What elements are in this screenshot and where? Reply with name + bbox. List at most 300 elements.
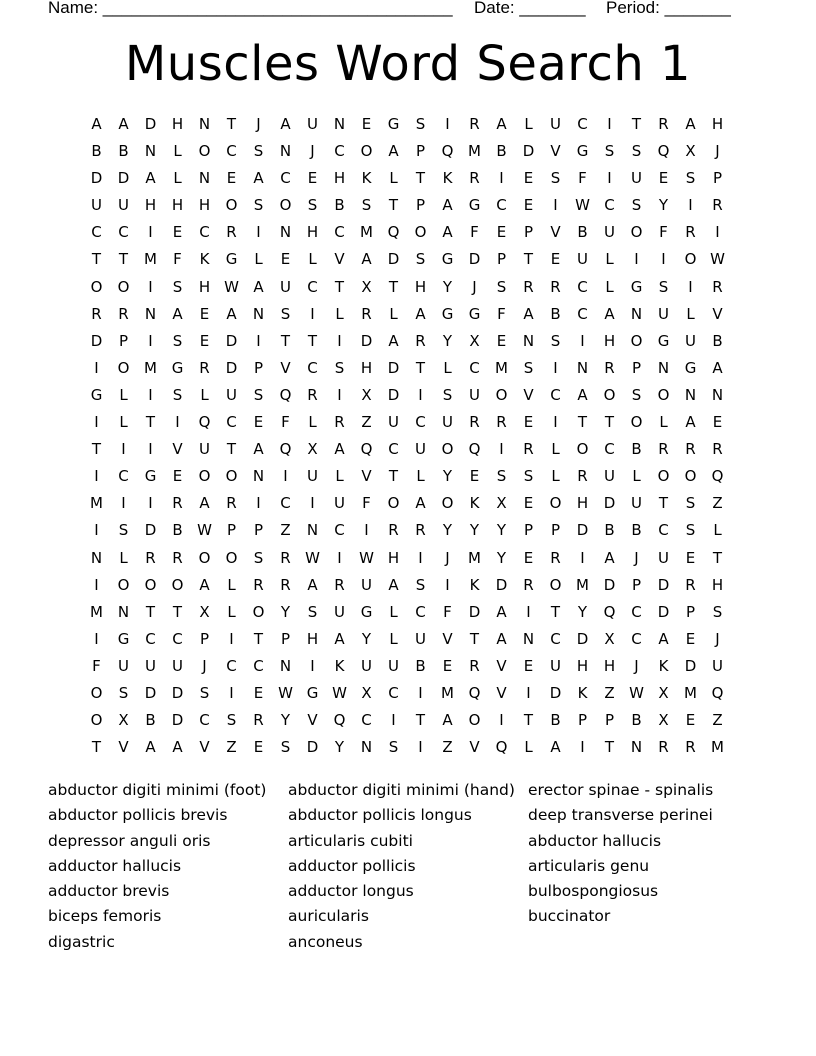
letter-grid — [83, 114, 731, 764]
grid-letter: S — [253, 142, 264, 161]
grid-letter: X — [658, 711, 669, 730]
grid-letter: A — [226, 304, 237, 323]
grid-letter: T — [280, 331, 291, 350]
grid-letter: X — [469, 331, 480, 350]
grid-letter: O — [549, 575, 562, 594]
grid-letter: C — [91, 223, 102, 242]
grid-letter: M — [360, 223, 373, 242]
grid-letter: G — [576, 142, 589, 161]
grid-letter: A — [334, 629, 345, 648]
grid-letter: R — [658, 440, 669, 459]
grid-letter: L — [659, 413, 668, 432]
word-list-item: biceps femoris — [48, 907, 162, 926]
grid-letter: V — [712, 304, 723, 323]
grid-letter: I — [94, 358, 99, 377]
grid-letter: T — [91, 738, 102, 757]
grid-letter: C — [253, 656, 264, 675]
grid-letter: M — [468, 548, 481, 567]
grid-letter: C — [118, 223, 129, 242]
grid-letter: O — [630, 331, 643, 350]
grid-letter: P — [253, 358, 264, 377]
grid-letter: B — [604, 521, 615, 540]
grid-letter: T — [145, 602, 156, 621]
grid-letter: P — [712, 169, 723, 188]
grid-letter: S — [172, 331, 183, 350]
grid-letter: T — [226, 440, 237, 459]
grid-letter: I — [337, 385, 342, 404]
grid-letter: T — [145, 413, 156, 432]
grid-letter: X — [361, 385, 372, 404]
grid-letter: S — [631, 142, 642, 161]
grid-letter: O — [684, 250, 697, 269]
grid-letter: T — [388, 277, 399, 296]
grid-letter: R — [253, 575, 264, 594]
grid-letter: R — [685, 575, 696, 594]
grid-letter: B — [334, 196, 345, 215]
grid-letter: H — [171, 196, 184, 215]
grid-letter: D — [144, 521, 157, 540]
grid-letter: E — [199, 304, 210, 323]
grid-letter: I — [391, 711, 396, 730]
grid-letter: C — [388, 683, 399, 702]
grid-letter: O — [468, 711, 481, 730]
grid-letter: I — [310, 656, 315, 675]
grid-letter: U — [334, 602, 345, 621]
grid-letter: X — [361, 277, 372, 296]
word-list-item: auricularis — [288, 907, 369, 926]
grid-letter: S — [334, 358, 345, 377]
grid-letter: L — [389, 304, 398, 323]
grid-letter: O — [117, 358, 130, 377]
grid-letter: P — [199, 629, 210, 648]
grid-letter: R — [91, 304, 102, 323]
grid-letter: R — [172, 548, 183, 567]
grid-letter: R — [469, 115, 480, 133]
grid-letter: U — [658, 304, 669, 323]
grid-letter: T — [334, 277, 345, 296]
grid-letter: L — [389, 602, 398, 621]
grid-letter: A — [442, 711, 453, 730]
grid-letter: I — [148, 440, 153, 459]
grid-letter: A — [145, 169, 156, 188]
grid-letter: A — [253, 440, 264, 459]
grid-letter: R — [685, 738, 696, 757]
grid-letter: R — [658, 738, 669, 757]
grid-letter: J — [715, 629, 720, 648]
grid-letter: O — [576, 440, 589, 459]
grid-letter: I — [553, 358, 558, 377]
grid-letter: K — [334, 656, 345, 675]
grid-letter: T — [631, 115, 642, 133]
grid-letter: T — [523, 250, 534, 269]
grid-letter: L — [173, 169, 182, 188]
grid-letter: R — [253, 711, 264, 730]
grid-letter: P — [280, 629, 291, 648]
grid-letter: M — [144, 250, 157, 269]
grid-letter: U — [685, 331, 696, 350]
grid-letter: N — [333, 115, 346, 133]
grid-letter: H — [414, 277, 427, 296]
grid-letter: D — [90, 331, 103, 350]
grid-letter: J — [256, 115, 261, 133]
grid-letter: D — [360, 331, 373, 350]
grid-letter: E — [685, 711, 696, 730]
grid-letter: E — [253, 683, 264, 702]
grid-letter: S — [523, 358, 534, 377]
grid-letter: H — [603, 331, 616, 350]
grid-letter: R — [550, 277, 561, 296]
grid-letter: P — [685, 602, 696, 621]
grid-letter: H — [576, 494, 589, 513]
grid-letter: I — [607, 169, 612, 188]
grid-letter: N — [252, 304, 265, 323]
grid-letter: D — [657, 602, 670, 621]
grid-letter: C — [604, 440, 615, 459]
grid-letter: U — [469, 385, 480, 404]
grid-letter: I — [94, 575, 99, 594]
grid-letter: K — [577, 683, 588, 702]
grid-letter: E — [253, 738, 264, 757]
grid-letter: A — [307, 575, 318, 594]
grid-letter: L — [443, 358, 452, 377]
word-list-item: deep transverse perinei — [528, 806, 713, 825]
grid-letter: I — [418, 548, 423, 567]
grid-letter: N — [252, 467, 265, 486]
grid-letter: A — [388, 575, 399, 594]
grid-letter: S — [388, 738, 399, 757]
grid-letter: P — [253, 521, 264, 540]
grid-letter: H — [387, 548, 400, 567]
grid-letter: C — [631, 629, 642, 648]
grid-letter: I — [337, 548, 342, 567]
grid-letter: E — [523, 169, 534, 188]
grid-letter: I — [526, 602, 531, 621]
grid-letter: D — [171, 711, 184, 730]
grid-letter: H — [360, 358, 373, 377]
grid-letter: U — [388, 656, 399, 675]
grid-letter: N — [630, 738, 643, 757]
grid-letter: K — [442, 169, 453, 188]
grid-letter: C — [577, 277, 588, 296]
grid-letter: P — [631, 575, 642, 594]
grid-letter: S — [631, 385, 642, 404]
grid-letter: O — [117, 575, 130, 594]
grid-letter: I — [688, 277, 693, 296]
grid-letter: I — [148, 331, 153, 350]
grid-letter: C — [604, 196, 615, 215]
grid-letter: R — [388, 521, 399, 540]
grid-letter: O — [225, 196, 238, 215]
grid-letter: C — [577, 304, 588, 323]
grid-letter: O — [441, 494, 454, 513]
grid-letter: S — [631, 196, 642, 215]
grid-letter: Z — [712, 494, 723, 513]
grid-letter: A — [253, 277, 264, 296]
grid-letter: F — [470, 223, 479, 242]
grid-letter: O — [171, 575, 184, 594]
grid-letter: C — [199, 711, 210, 730]
grid-letter: N — [198, 115, 211, 133]
grid-letter: J — [310, 142, 315, 161]
grid-letter: D — [387, 250, 400, 269]
grid-letter: R — [604, 358, 615, 377]
grid-letter: Q — [279, 440, 292, 459]
grid-letter: D — [576, 521, 589, 540]
grid-letter: Y — [442, 331, 453, 350]
grid-letter: U — [361, 575, 372, 594]
grid-letter: E — [550, 250, 561, 269]
grid-letter: O — [279, 196, 292, 215]
grid-letter: L — [551, 467, 560, 486]
grid-letter: N — [279, 656, 292, 675]
grid-letter: Y — [496, 548, 507, 567]
grid-letter: A — [550, 738, 561, 757]
grid-letter: L — [389, 629, 398, 648]
grid-letter: U — [226, 385, 237, 404]
grid-letter: I — [553, 196, 558, 215]
grid-letter: M — [684, 683, 697, 702]
grid-letter: L — [416, 467, 425, 486]
grid-letter: D — [603, 494, 616, 513]
grid-letter: U — [334, 494, 345, 513]
grid-letter: T — [226, 115, 237, 133]
word-list-item: abductor hallucis — [528, 831, 662, 850]
grid-letter: S — [550, 331, 561, 350]
grid-letter: F — [443, 602, 452, 621]
grid-letter: S — [604, 142, 615, 161]
grid-letter: U — [631, 169, 642, 188]
grid-letter: A — [145, 738, 156, 757]
grid-letter: D — [90, 169, 103, 188]
word-list-item: depressor anguli oris — [48, 831, 211, 850]
grid-letter: I — [580, 331, 585, 350]
grid-letter: K — [469, 494, 480, 513]
grid-letter: A — [280, 115, 291, 133]
grid-letter: L — [308, 250, 317, 269]
grid-letter: U — [91, 196, 102, 215]
grid-letter: R — [496, 413, 507, 432]
grid-letter: S — [523, 467, 534, 486]
grid-letter: C — [307, 277, 318, 296]
grid-letter: F — [578, 169, 587, 188]
grid-letter: C — [415, 413, 426, 432]
grid-letter: U — [442, 413, 453, 432]
word-list-item: buccinator — [528, 907, 611, 926]
grid-letter: N — [684, 385, 697, 404]
grid-letter: G — [144, 467, 157, 486]
grid-letter: N — [279, 223, 292, 242]
grid-letter: I — [580, 738, 585, 757]
grid-letter: B — [496, 142, 507, 161]
grid-letter: E — [712, 413, 723, 432]
date-field-label: Date: _______ — [474, 0, 586, 17]
grid-letter: S — [685, 494, 696, 513]
grid-letter: Y — [361, 629, 372, 648]
grid-letter: F — [497, 304, 506, 323]
grid-letter: V — [172, 440, 183, 459]
word-list-item: erector spinae - spinalis — [528, 781, 714, 799]
grid-letter: W — [710, 250, 725, 269]
grid-letter: Y — [496, 521, 507, 540]
grid-letter: S — [199, 683, 210, 702]
grid-letter: T — [658, 494, 669, 513]
grid-letter: O — [225, 548, 238, 567]
grid-letter: L — [227, 602, 236, 621]
grid-letter: T — [388, 467, 399, 486]
grid-letter: C — [415, 602, 426, 621]
grid-letter: A — [334, 440, 345, 459]
grid-letter: R — [415, 331, 426, 350]
grid-letter: G — [441, 304, 454, 323]
grid-letter: R — [118, 304, 129, 323]
grid-letter: N — [711, 385, 724, 404]
word-list-item: adductor hallucis — [48, 856, 182, 875]
period-field-label: Period: _______ — [606, 0, 731, 17]
grid-letter: D — [387, 385, 400, 404]
grid-letter: V — [550, 223, 561, 242]
grid-letter: T — [172, 602, 183, 621]
grid-letter: L — [686, 304, 695, 323]
word-list-item: articularis cubiti — [288, 831, 413, 850]
grid-letter: A — [712, 358, 723, 377]
grid-letter: I — [499, 169, 504, 188]
grid-letter: E — [685, 629, 696, 648]
grid-letter: F — [659, 223, 668, 242]
grid-letter: O — [198, 142, 211, 161]
grid-letter: O — [657, 467, 670, 486]
grid-letter: Z — [604, 683, 615, 702]
grid-letter: D — [684, 656, 697, 675]
grid-letter: I — [418, 683, 423, 702]
grid-letter: R — [685, 440, 696, 459]
grid-letter: Q — [711, 683, 724, 702]
grid-letter: P — [523, 521, 534, 540]
grid-letter: S — [280, 738, 291, 757]
grid-letter: D — [225, 358, 238, 377]
grid-letter: S — [226, 711, 237, 730]
grid-letter: P — [523, 223, 534, 242]
grid-letter: A — [604, 304, 615, 323]
grid-letter: R — [469, 656, 480, 675]
grid-letter: C — [226, 656, 237, 675]
grid-letter: S — [118, 521, 129, 540]
grid-letter: E — [280, 250, 291, 269]
grid-letter: U — [388, 413, 399, 432]
grid-letter: L — [119, 413, 128, 432]
grid-letter: I — [148, 385, 153, 404]
grid-letter: C — [550, 385, 561, 404]
grid-letter: A — [658, 629, 669, 648]
grid-letter: N — [117, 602, 130, 621]
grid-letter: T — [550, 602, 561, 621]
grid-letter: D — [522, 142, 535, 161]
grid-letter: C — [172, 629, 183, 648]
grid-letter: E — [172, 467, 183, 486]
grid-letter: G — [468, 304, 481, 323]
grid-letter: M — [441, 683, 454, 702]
word-list-item: bulbospongiosus — [528, 882, 659, 901]
grid-letter: L — [713, 521, 722, 540]
grid-letter: W — [332, 683, 347, 702]
grid-letter: D — [657, 575, 670, 594]
grid-letter: I — [310, 304, 315, 323]
grid-letter: R — [712, 440, 723, 459]
grid-letter: J — [202, 656, 207, 675]
grid-letter: E — [253, 413, 264, 432]
grid-letter: B — [631, 711, 642, 730]
grid-letter: E — [496, 331, 507, 350]
grid-letter: U — [415, 629, 426, 648]
grid-letter: Q — [360, 440, 373, 459]
grid-letter: S — [307, 196, 318, 215]
grid-letter: I — [445, 115, 450, 133]
grid-letter: I — [526, 683, 531, 702]
grid-letter: T — [415, 169, 426, 188]
grid-letter: S — [253, 196, 264, 215]
grid-letter: E — [199, 331, 210, 350]
grid-letter: D — [468, 250, 481, 269]
grid-letter: I — [229, 683, 234, 702]
grid-letter: C — [280, 169, 291, 188]
grid-letter: T — [604, 413, 615, 432]
grid-letter: W — [575, 196, 590, 215]
grid-letter: T — [469, 629, 480, 648]
grid-letter: U — [631, 494, 642, 513]
grid-letter: I — [364, 521, 369, 540]
grid-letter: P — [496, 250, 507, 269]
grid-letter: Q — [468, 440, 481, 459]
grid-letter: R — [685, 223, 696, 242]
grid-letter: D — [468, 602, 481, 621]
grid-letter: H — [144, 196, 157, 215]
grid-letter: E — [523, 413, 534, 432]
grid-letter: S — [658, 277, 669, 296]
grid-letter: H — [306, 629, 319, 648]
grid-letter: N — [306, 521, 319, 540]
grid-letter: A — [496, 115, 507, 133]
grid-letter: K — [658, 656, 669, 675]
grid-letter: R — [280, 548, 291, 567]
grid-letter: A — [577, 385, 588, 404]
grid-letter: O — [414, 223, 427, 242]
word-list-item: abductor digiti minimi (foot) — [48, 781, 267, 799]
grid-letter: T — [388, 196, 399, 215]
grid-letter: Y — [280, 711, 291, 730]
grid-letter: L — [605, 250, 614, 269]
grid-letter: J — [445, 548, 450, 567]
grid-letter: I — [499, 711, 504, 730]
grid-letter: N — [144, 304, 157, 323]
grid-letter: A — [523, 304, 534, 323]
grid-letter: P — [226, 521, 237, 540]
grid-letter: L — [605, 277, 614, 296]
grid-letter: Y — [469, 521, 480, 540]
grid-letter: T — [523, 711, 534, 730]
grid-letter: T — [307, 331, 318, 350]
grid-letter: D — [495, 575, 508, 594]
grid-letter: U — [307, 467, 318, 486]
grid-letter: U — [604, 223, 615, 242]
grid-letter: C — [334, 142, 345, 161]
grid-letter: U — [172, 656, 183, 675]
grid-letter: O — [198, 467, 211, 486]
grid-letter: P — [415, 142, 426, 161]
grid-letter: V — [118, 738, 129, 757]
page-title: Muscles Word Search 1 — [124, 36, 692, 92]
grid-letter: I — [418, 738, 423, 757]
grid-letter: U — [280, 277, 291, 296]
grid-letter: E — [523, 494, 534, 513]
